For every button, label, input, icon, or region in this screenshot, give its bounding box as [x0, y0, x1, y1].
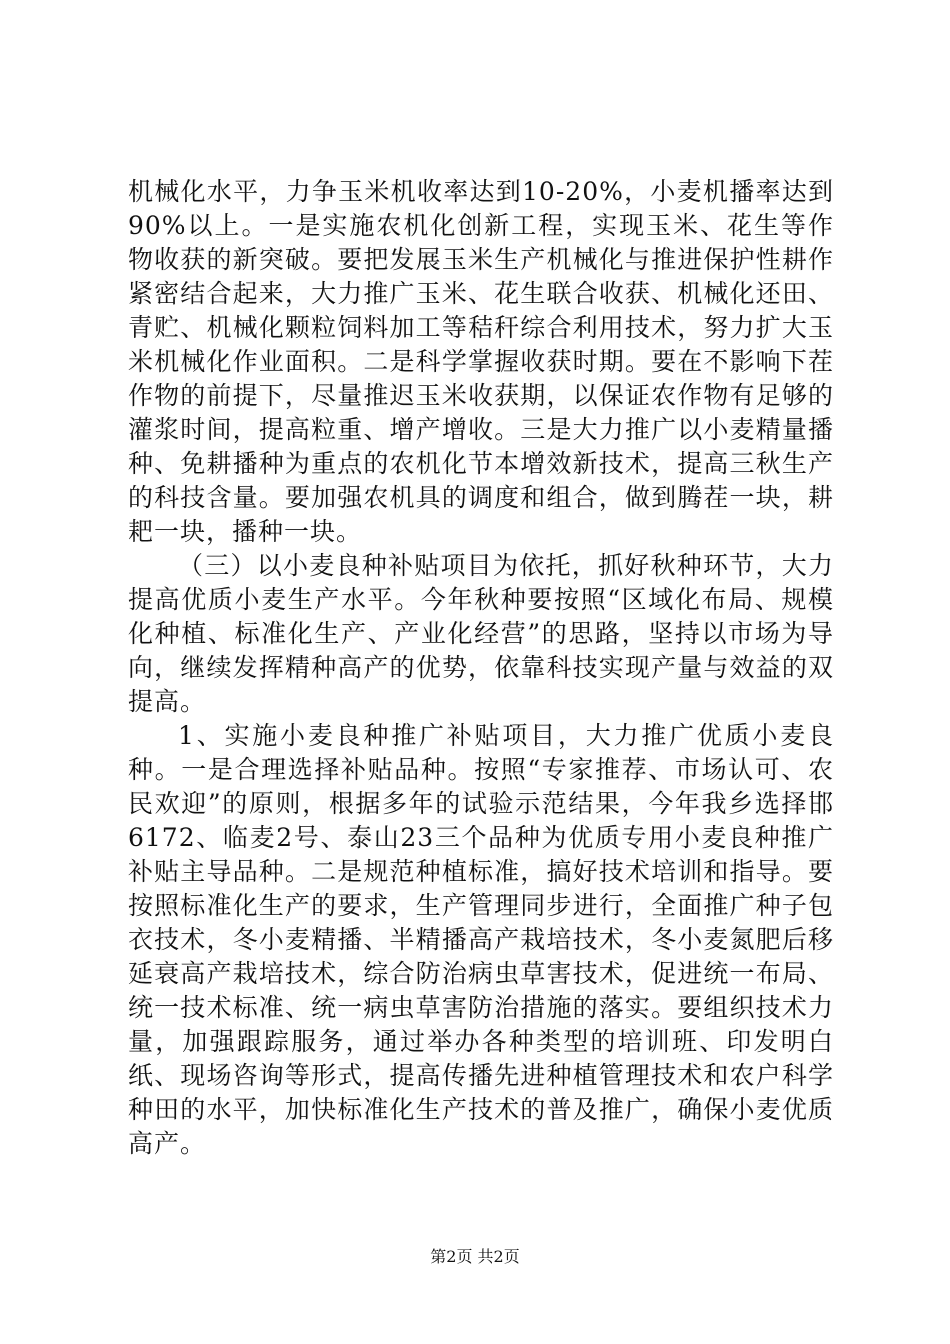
body-text — [128, 175, 834, 1161]
paragraph-section-three: （三）以小麦良种补贴项目为依托，抓好秋种环节，大力提高优质小麦生产水平。今年秋种要按照“区域化布局、规模化种植、标准化生产、产业化经营”的思路，坚持以市场为导向，继续发挥精种高产的优势，依靠科技实现产量与效益的双提高。 — [128, 551, 834, 716]
page-number-footer: 第2页 共2页 — [430, 1247, 520, 1266]
paragraph-mechanization: 机械化水平，力争玉米机收率达到10-20%，小麦机播率达到90%以上。一是实施农机化创新工程，实现玉米、花生等作物收获的新突破。要把发展玉米生产机械化与推进保护性耕作紧密结合起来，大力推广玉米、花生联合收获、机械化还田、青贮、机械化颗粒饲料加工等秸秆综合利用技术，努力扩大玉米机械化作业面积。二是科学掌握收获时期。要在不影响下茬作物的前提下，尽量推迟玉米收获期，以保证农作物有足够的灌浆时间，提高粒重、增产增收。三是大力推广以小麦精量播种、免耕播种为重点的农机化节本增效新技术，提高三秋生产的科技含量。要加强农机具的调度和组合，做到腾茬一块，耕耙一块，播种一块。 — [128, 177, 834, 546]
paragraph-seed-subsidy: 1、实施小麦良种推广补贴项目，大力推广优质小麦良种。一是合理选择补贴品种。按照“专家推荐、市场认可、农民欢迎”的原则，根据多年的试验示范结果，今年我乡选择邯6172、临麦2号、泰山23三个品种为优质专用小麦良种推广补贴主导品种。二是规范种植标准，搞好技术培训和指导。要按照标准化生产的要求，生产管理同步进行，全面推广种子包衣技术，冬小麦精播、半精播高产栽培技术，冬小麦氮肥后移延衰高产栽培技术，综合防治病虫草害技术，促进统一布局、统一技术标准、统一病虫草害防治措施的落实。要组织技术力量，加强跟踪服务，通过举办各种类型的培训班、印发明白纸、现场咨询等形式，提高传播先进种植管理技术和农户科学种田的水平，加快标准化生产技术的普及推广，确保小麦优质高产。 — [128, 721, 834, 1158]
